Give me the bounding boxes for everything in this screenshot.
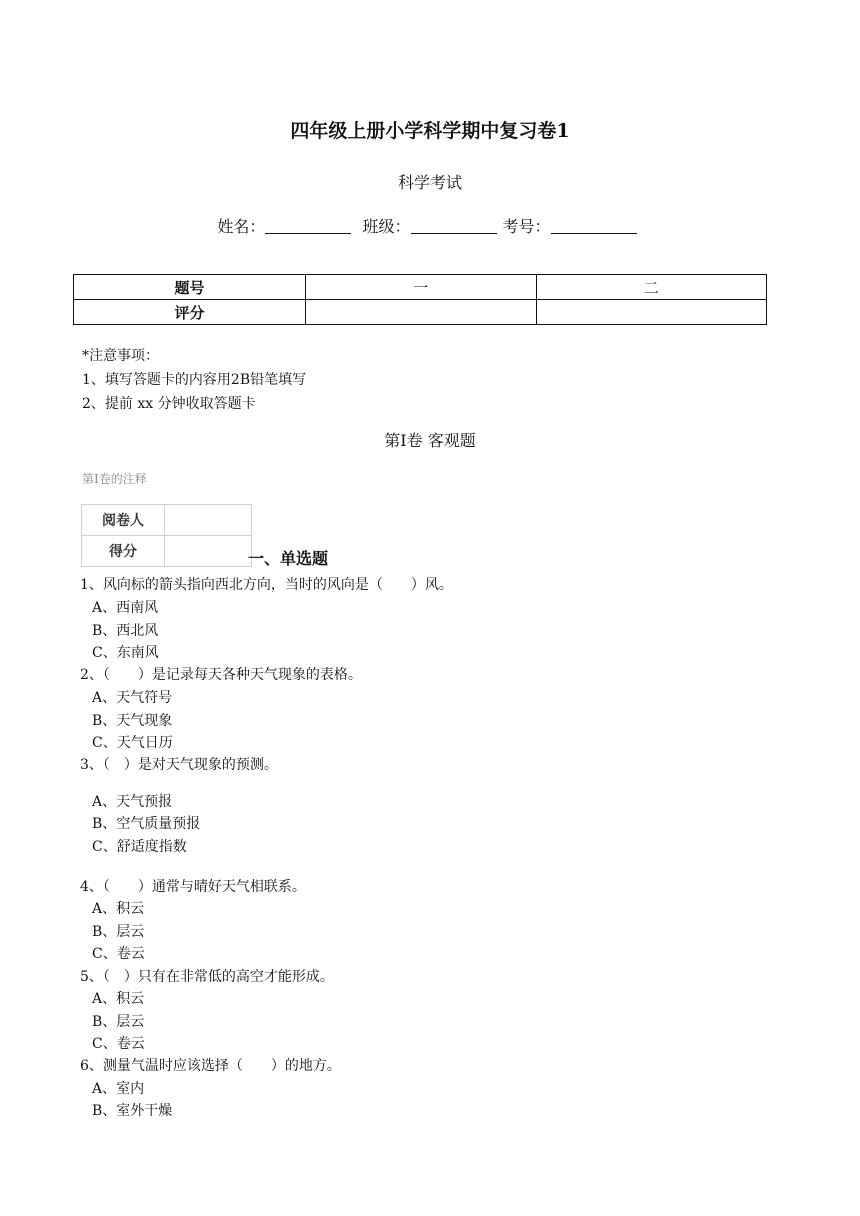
page-subtitle: 科学考试 (397, 173, 462, 192)
question-option: C、卷云 (92, 946, 145, 962)
score-table-cell (536, 300, 767, 325)
question-option: C、卷云 (92, 1036, 145, 1052)
section-title: 第Ⅰ卷 客观题 (384, 431, 476, 450)
grader-score-label: 得分 (82, 536, 165, 567)
question-option: B、层云 (92, 1014, 145, 1030)
question-option: B、西北风 (92, 623, 159, 639)
grader-score-value-cell (165, 536, 252, 567)
score-table-cell: 一 (306, 275, 537, 300)
name-blank[interactable] (265, 218, 351, 234)
score-table-row (74, 275, 767, 300)
question-option: A、天气预报 (92, 794, 173, 810)
name-label: 姓名： (217, 217, 266, 236)
question-option: B、空气质量预报 (92, 816, 201, 832)
question-option: C、东南风 (92, 645, 159, 661)
question-option: B、层云 (92, 924, 145, 940)
section-note: 第Ⅰ卷的注释 (82, 472, 147, 486)
score-table-cell (306, 300, 537, 325)
part-title: 一、单选题 (248, 549, 329, 568)
page-title: 四年级上册小学科学期中复习卷1 (290, 120, 570, 142)
question-text: 5、（ ）只有在非常低的高空才能形成。 (80, 969, 334, 985)
class-blank[interactable] (411, 218, 497, 234)
question-option: A、室内 (92, 1081, 145, 1097)
class-label: 班级： (362, 217, 411, 236)
notes-heading: *注意事项： (82, 348, 159, 364)
question-option: B、天气现象 (92, 713, 173, 729)
reviewer-label: 阅卷人 (82, 505, 165, 536)
question-option: A、天气符号 (92, 690, 173, 706)
score-table (73, 274, 767, 325)
reviewer-value-cell (165, 505, 252, 536)
score-table-cell: 二 (536, 275, 767, 300)
number-label: 考号： (502, 217, 551, 236)
grader-row (82, 505, 252, 536)
question-option: B、室外干燥 (92, 1103, 173, 1119)
student-info-line (0, 214, 860, 237)
grader-row (82, 536, 252, 567)
grader-table (81, 504, 252, 567)
question-text: 3、（ ）是对天气现象的预测。 (80, 757, 278, 773)
question-text: 6、测量气温时应该选择（ ）的地方。 (80, 1058, 341, 1074)
question-option: A、积云 (92, 991, 145, 1007)
score-table-row (74, 300, 767, 325)
question-text: 2、（ ）是记录每天各种天气现象的表格。 (80, 667, 362, 683)
note-item: 1、填写答题卡的内容用2B铅笔填写 (82, 372, 307, 388)
note-item: 2、提前 xx 分钟收取答题卡 (82, 396, 256, 412)
notes-block (82, 344, 306, 416)
question-text: 4、（ ）通常与晴好天气相联系。 (80, 879, 306, 895)
score-table-header-cell: 评分 (74, 300, 306, 325)
question-text: 1、风向标的箭头指向西北方向，当时的风向是（ ）风。 (80, 577, 453, 593)
question-option: A、积云 (92, 901, 145, 917)
number-blank[interactable] (551, 218, 637, 234)
question-option: C、舒适度指数 (92, 839, 187, 855)
question-option: C、天气日历 (92, 735, 173, 751)
score-table-header-cell: 题号 (74, 275, 306, 300)
question-option: A、西南风 (92, 600, 159, 616)
